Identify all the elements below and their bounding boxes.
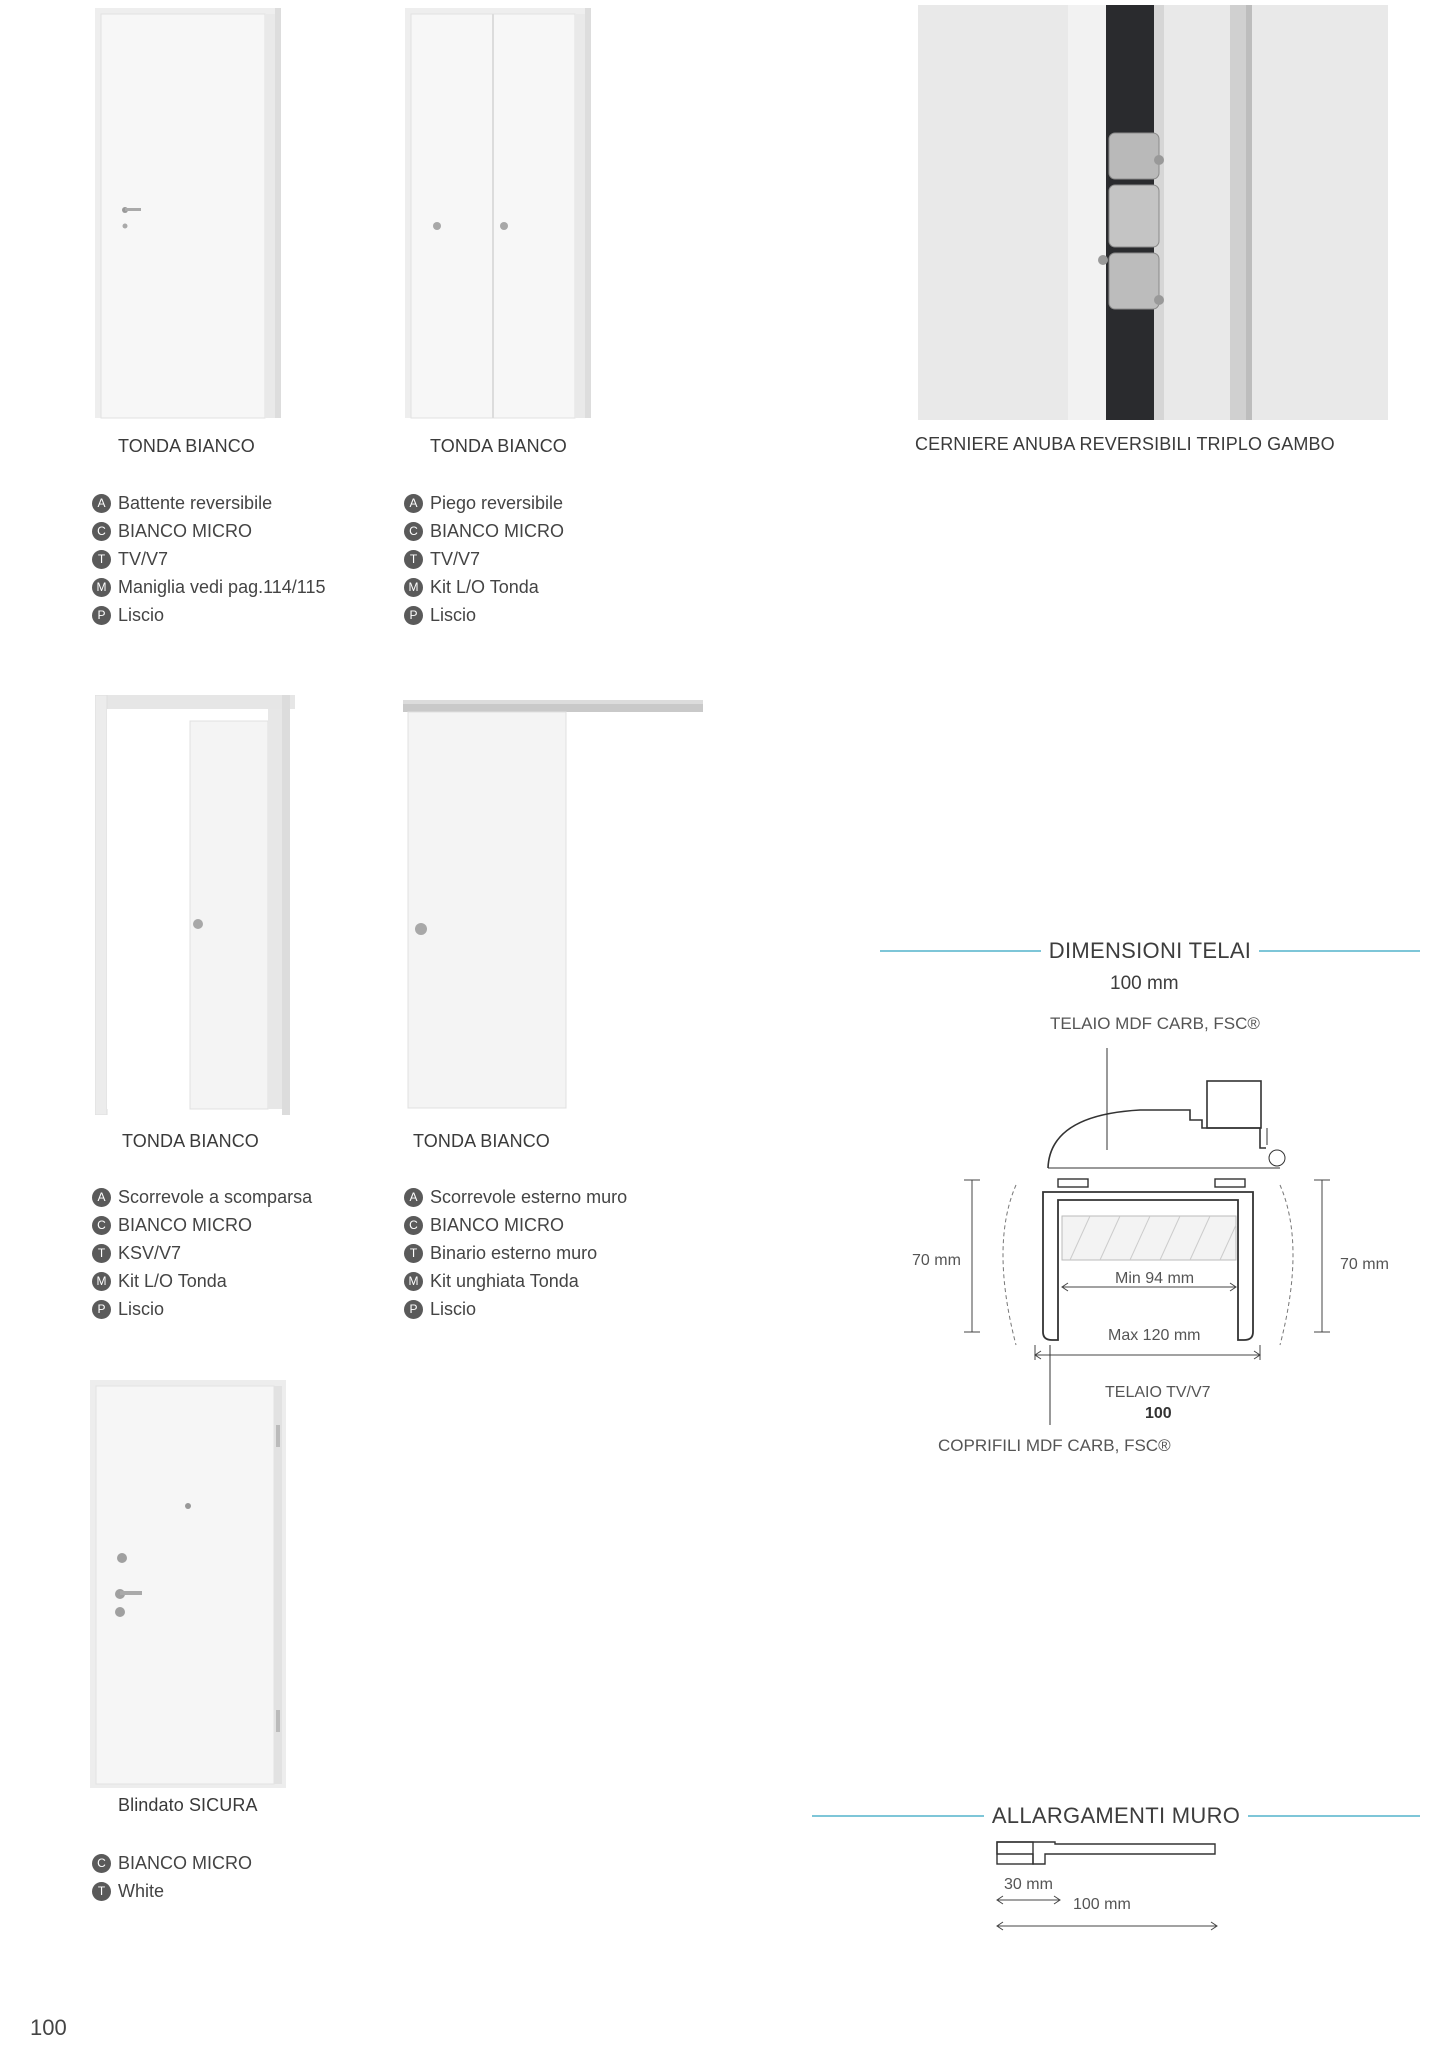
badge-icon: M [404,1272,423,1291]
spec-row [92,1267,312,1295]
badge-icon: T [404,550,423,569]
badge-icon: T [92,1882,111,1901]
spec-text: White [118,1880,165,1901]
spec-row [404,1239,627,1267]
badge-icon: A [92,1188,111,1207]
dimensioni-title: DIMENSIONI TELAI [1048,938,1252,963]
spec-text: Scorrevole a scomparsa [118,1186,313,1207]
spec-text: Liscio [430,1298,477,1319]
spec-row [404,545,564,573]
coprifili-label: COPRIFILI MDF CARB, FSC® [938,1436,1171,1455]
spec-list-piego [404,489,564,629]
spec-row [404,489,564,517]
spec-list-scomparsa [92,1183,312,1323]
spec-text: BIANCO MICRO [118,1852,253,1873]
spec-text: Piego reversibile [430,492,564,513]
spec-row [92,1183,312,1211]
spec-row [404,1267,627,1295]
spec-row [92,517,325,545]
badge-icon: M [92,1272,111,1291]
badge-icon: C [404,1216,423,1235]
caption-hinge: CERNIERE ANUBA REVERSIBILI TRIPLO GAMBO [915,434,1335,454]
caption-scomparsa: TONDA BIANCO [122,1131,259,1151]
caption-esterno: TONDA BIANCO [413,1131,550,1151]
badge-icon: C [92,522,111,541]
page-number: 100 [30,2015,67,2040]
spec-text: BIANCO MICRO [430,1214,565,1235]
allargamenti-title: ALLARGAMENTI MURO [991,1803,1241,1828]
badge-icon: T [404,1244,423,1263]
door-image-piego [405,6,595,421]
badge-icon: P [92,606,111,625]
spec-row [92,573,325,601]
spec-text: BIANCO MICRO [118,1214,253,1235]
caption-battente: TONDA BIANCO [118,436,255,456]
spec-row [404,1183,627,1211]
spec-text: BIANCO MICRO [118,520,253,541]
spec-row [92,601,325,629]
badge-icon: M [404,578,423,597]
min-dimension: Min 94 mm [1115,1270,1195,1287]
accent-line [1259,950,1420,952]
spec-text: Kit L/O Tonda [430,576,539,597]
spec-text: Liscio [118,604,165,625]
spec-list-blindato [92,1849,252,1905]
right-dimension: 70 mm [1340,1256,1389,1273]
spec-text: Binario esterno muro [430,1242,598,1263]
spec-row [92,489,325,517]
spec-text: Maniglia vedi pag.114/115 [118,576,326,597]
door-image-blindato [90,1380,290,1790]
spec-text: Kit unghiata Tonda [430,1270,579,1291]
badge-icon: P [92,1300,111,1319]
badge-icon: C [404,522,423,541]
dimensioni-subtitle: 100 mm [1110,973,1179,994]
caption-piego: TONDA BIANCO [430,436,567,456]
telaio-label: TELAIO TV/V7 [1105,1384,1211,1401]
spec-row [92,1239,312,1267]
allargamento-large-dim: 100 mm [1073,1896,1131,1913]
badge-icon: C [92,1216,111,1235]
spec-text: Kit L/O Tonda [118,1270,227,1291]
badge-icon: T [92,550,111,569]
accent-line [1248,1815,1420,1817]
frame-label: TELAIO MDF CARB, FSC® [1050,1014,1260,1033]
badge-icon: T [92,1244,111,1263]
spec-text: Scorrevole esterno muro [430,1186,628,1207]
spec-text: TV/V7 [430,548,481,569]
spec-text: TV/V7 [118,548,169,569]
allargamento-small-dim: 30 mm [1004,1876,1053,1893]
left-dimension: 70 mm [912,1252,961,1269]
door-image-scomparsa [95,695,295,1115]
spec-text: Liscio [118,1298,165,1319]
spec-text: KSV/V7 [118,1242,182,1263]
badge-icon: P [404,1300,423,1319]
badge-icon: P [404,606,423,625]
badge-icon: C [92,1854,111,1873]
telaio-value: 100 [1145,1405,1172,1422]
spec-row [92,1211,312,1239]
badge-icon: A [404,1188,423,1207]
spec-row [404,517,564,545]
spec-row [404,573,564,601]
spec-row [404,601,564,629]
dimensioni-heading [880,938,1420,964]
spec-text: Battente reversibile [118,492,273,513]
badge-icon: A [404,494,423,513]
spec-row [92,545,325,573]
spec-row [92,1849,252,1877]
spec-list-esterno [404,1183,627,1323]
max-dimension: Max 120 mm [1108,1327,1201,1344]
spec-row [404,1295,627,1323]
caption-blindato: Blindato SICURA [118,1795,258,1815]
door-image-battente [95,6,285,421]
badge-icon: M [92,578,111,597]
spec-row [92,1295,312,1323]
spec-row [404,1211,627,1239]
accent-line [812,1815,984,1817]
spec-text: BIANCO MICRO [430,520,565,541]
door-image-esterno [400,695,710,1115]
spec-row [92,1877,252,1905]
allargamenti-heading [812,1803,1420,1829]
hinge-image [918,5,1388,420]
spec-list-battente [92,489,325,629]
badge-icon: A [92,494,111,513]
accent-line [880,950,1041,952]
spec-text: Liscio [430,604,477,625]
